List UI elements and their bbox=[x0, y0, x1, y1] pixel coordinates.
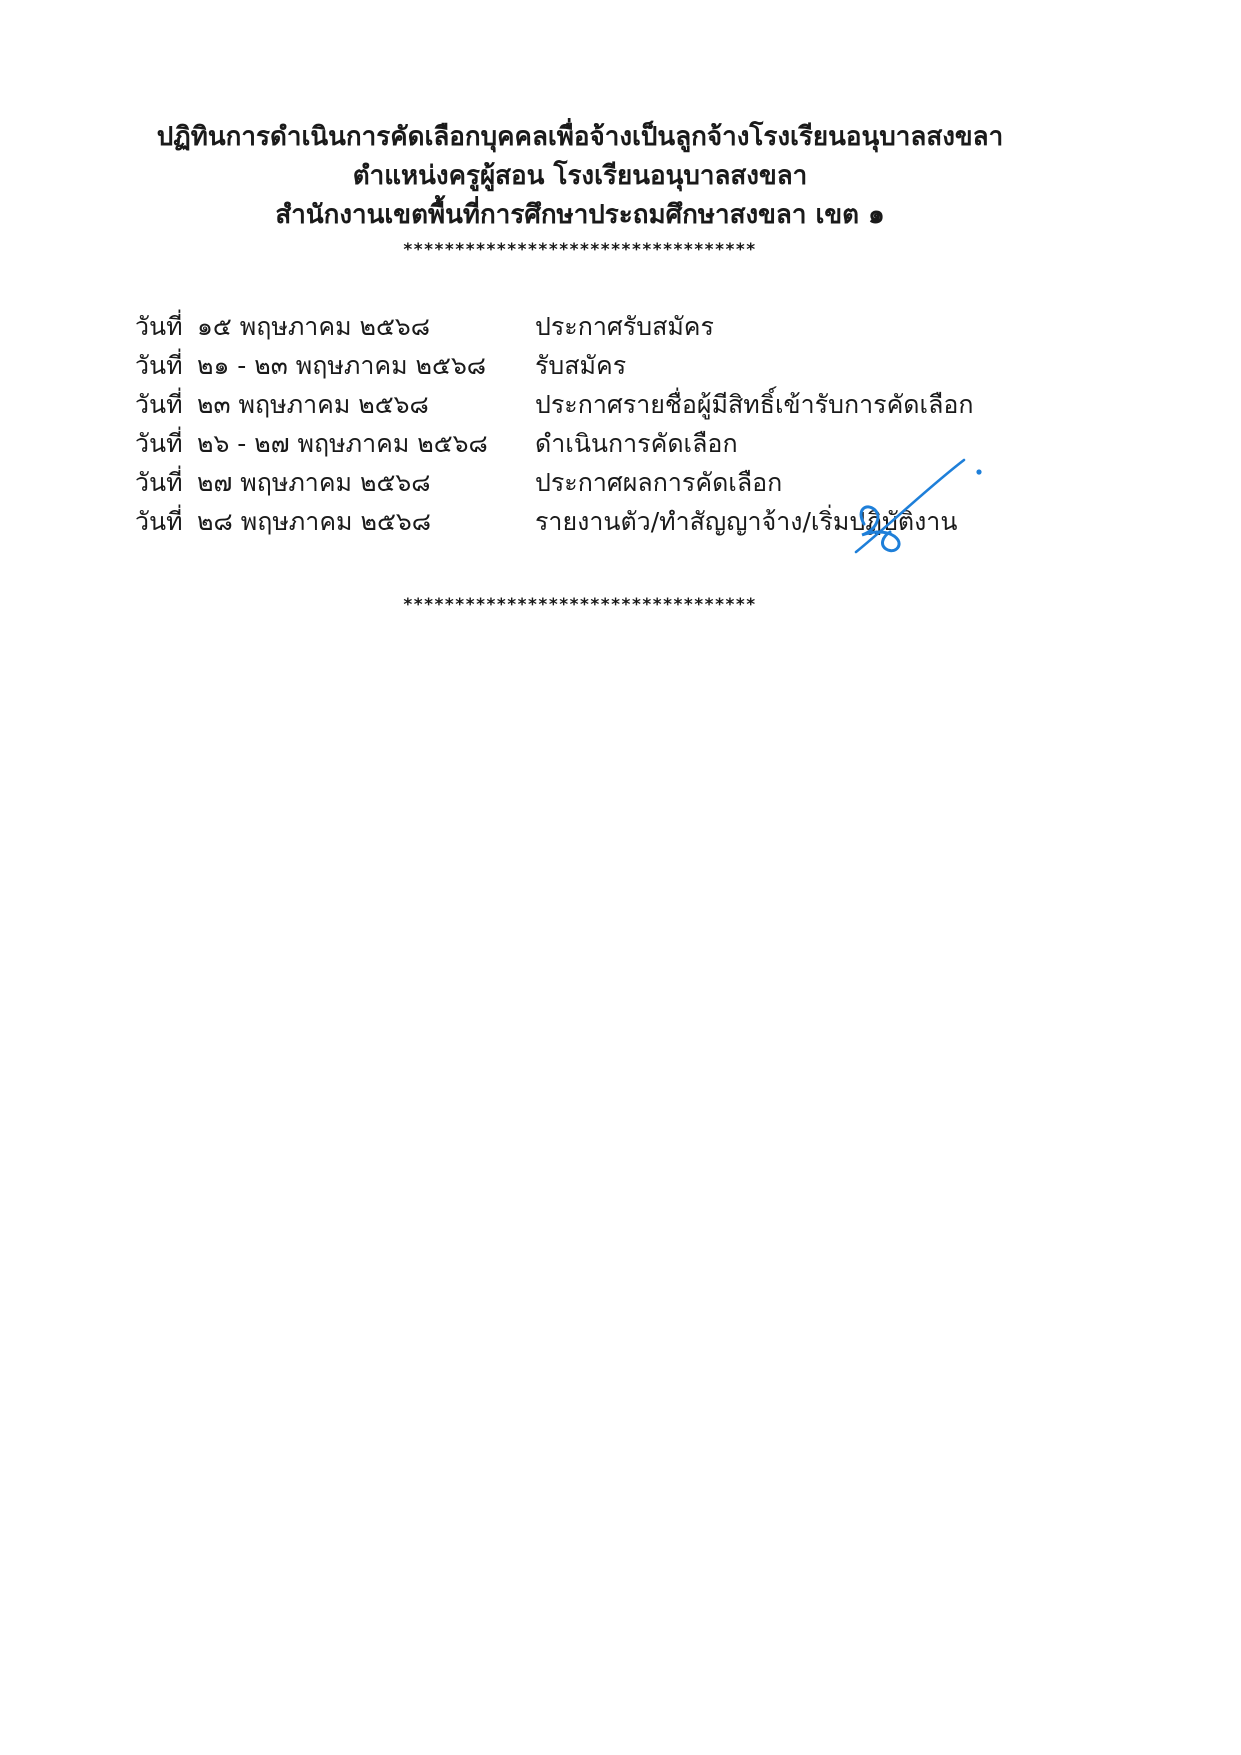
document-title-block bbox=[0, 0, 1160, 235]
table-row bbox=[135, 502, 1160, 541]
row-date-label: วันที่ bbox=[135, 390, 183, 419]
table-row bbox=[135, 385, 1160, 424]
row-activity: ดำเนินการคัดเลือก bbox=[535, 429, 738, 458]
document-title-line-1: ปฏิทินการดำเนินการคัดเลือกบุคคลเพื่อจ้างเป็นลูกจ้างโรงเรียนอนุบาลสงขลา bbox=[156, 122, 1004, 152]
document-title-line-2: ตำแหน่งครูผู้สอน โรงเรียนอนุบาลสงขลา bbox=[352, 161, 808, 191]
row-activity: ประกาศผลการคัดเลือก bbox=[535, 468, 783, 497]
table-row bbox=[135, 346, 1160, 385]
row-date-value: ๒๖ - ๒๗ พฤษภาคม ๒๕๖๘ bbox=[197, 429, 488, 458]
row-date-value: ๒๘ พฤษภาคม ๒๕๖๘ bbox=[197, 507, 432, 536]
row-date-value: ๒๓ พฤษภาคม ๒๕๖๘ bbox=[197, 390, 429, 419]
row-date-label: วันที่ bbox=[135, 312, 183, 341]
table-row bbox=[135, 424, 1160, 463]
row-activity: รายงานตัว/ทำสัญญาจ้าง/เริ่มปฏิบัติงาน bbox=[535, 507, 958, 536]
schedule-table bbox=[0, 307, 1160, 541]
table-row bbox=[135, 307, 1160, 346]
row-date-label: วันที่ bbox=[135, 429, 183, 458]
row-date-value: ๒๗ พฤษภาคม ๒๕๖๘ bbox=[197, 468, 431, 497]
asterisk-separator-bottom: ********************************** bbox=[403, 595, 757, 615]
row-date-label: วันที่ bbox=[135, 468, 183, 497]
row-date-value: ๑๕ พฤษภาคม ๒๕๖๘ bbox=[197, 312, 431, 341]
row-date-label: วันที่ bbox=[135, 351, 183, 380]
row-date-label: วันที่ bbox=[135, 507, 183, 536]
asterisk-separator-top: ********************************** bbox=[403, 240, 757, 260]
document-title-line-3: สำนักงานเขตพื้นที่การศึกษาประถมศึกษาสงขลา เขต ๑ bbox=[275, 200, 885, 230]
row-activity: ประกาศรับสมัคร bbox=[535, 312, 714, 341]
document-content bbox=[0, 0, 1160, 618]
row-activity: ประกาศรายชื่อผู้มีสิทธิ์เข้ารับการคัดเลือก bbox=[535, 390, 974, 419]
row-date-value: ๒๑ - ๒๓ พฤษภาคม ๒๕๖๘ bbox=[197, 351, 487, 380]
row-activity: รับสมัคร bbox=[535, 351, 627, 380]
table-row bbox=[135, 463, 1160, 502]
